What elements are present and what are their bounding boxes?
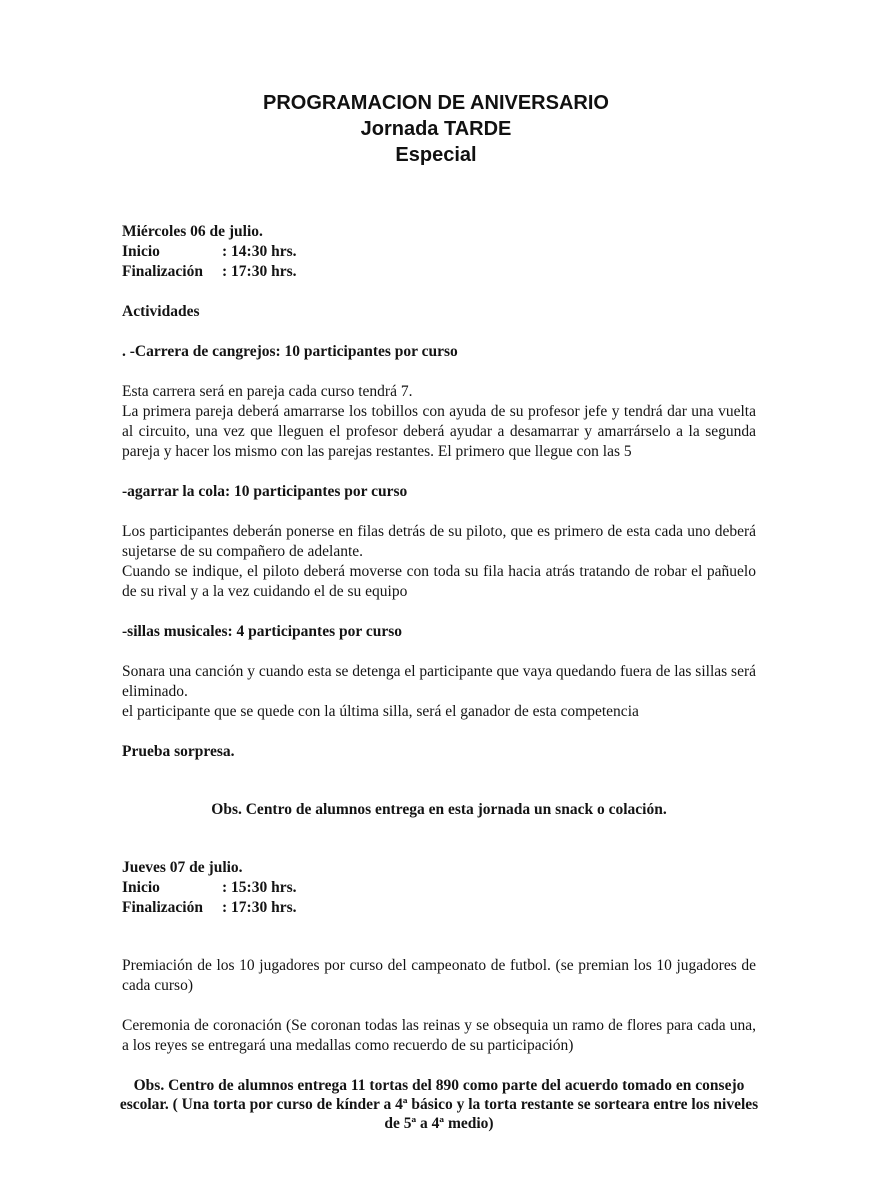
day2-date: Jueves 07 de julio.	[122, 859, 243, 876]
activity3-heading: -sillas musicales: 4 participantes por curso	[122, 623, 402, 640]
activity1-heading: . -Carrera de cangrejos: 10 participantes por curso	[122, 343, 458, 360]
activity2-paragraph-2: Cuando se indique, el piloto deberá moverse con toda su fila hacia atrás tratando de robar el pañuelo de su rival y a la vez cuidando el de su equipo	[122, 563, 756, 600]
day2-start-value: : 15:30 hrs.	[222, 879, 297, 896]
title-line-1: PROGRAMACION DE ANIVERSARIO	[263, 92, 609, 114]
activity3-paragraph-2: el participante que se quede con la última silla, será el ganador de esta competencia	[122, 703, 639, 720]
document-title-block	[0, 90, 872, 168]
activity1-paragraph-1: Esta carrera será en pareja cada curso tendrá 7.	[122, 383, 413, 400]
day2-end-label: Finalización	[122, 899, 203, 916]
day2-observation: Obs. Centro de alumnos entrega 11 tortas del 890 como parte del acuerdo tomado en consejo escolar. ( Una torta por curso de kínder a 4ª básico y la torta restante se sorteara entre los niveles de 5ª a 4ª medio)	[119, 1077, 759, 1132]
activities-heading: Actividades	[122, 303, 200, 320]
title-line-2: Jornada TARDE	[360, 118, 512, 140]
day2-paragraph-1: Premiación de los 10 jugadores por curso del campeonato de futbol. (se premian los 10 jugadores de cada curso)	[122, 957, 756, 994]
day1-end-value: : 17:30 hrs.	[222, 263, 297, 280]
day1-date: Miércoles 06 de julio.	[122, 223, 263, 240]
activity3-paragraph-1: Sonara una canción y cuando esta se detenga el participante que vaya quedando fuera de las sillas será eliminado.	[122, 663, 756, 700]
day2-start-label: Inicio	[122, 879, 160, 896]
day2-end-row	[122, 898, 756, 918]
activity2-paragraph-1: Los participantes deberán ponerse en filas detrás de su piloto, que es primero de esta cada uno deberá sujetarse de su compañero de adelante.	[122, 523, 756, 560]
day1-start-value: : 14:30 hrs.	[222, 243, 297, 260]
day1-end-row	[122, 262, 756, 282]
day2-end-value: : 17:30 hrs.	[222, 899, 297, 916]
day1-start-label: Inicio	[122, 243, 160, 260]
day2-paragraph-2: Ceremonia de coronación (Se coronan todas las reinas y se obsequia un ramo de flores para cada una, a los reyes se entregará una medallas como recuerdo de su participación)	[122, 1017, 756, 1054]
day1-end-label: Finalización	[122, 263, 203, 280]
document-body	[119, 222, 759, 1133]
activity2-heading: -agarrar la cola: 10 participantes por curso	[122, 483, 408, 500]
day1-observation: Obs. Centro de alumnos entrega en esta jornada un snack o colación.	[211, 801, 667, 818]
title-line-3: Especial	[395, 144, 477, 166]
activity1-paragraph-2: La primera pareja deberá amarrarse los tobillos con ayuda de su profesor jefe y tendrá dar una vuelta al circuito, una vez que lleguen el profesor deberá ayudar a desamarrar y amarrárselo a la segunda pareja y hacer los mismo con las parejas restantes. El primero que llegue con las 5	[122, 403, 756, 460]
day2-start-row	[122, 878, 756, 898]
day1-start-row	[122, 242, 756, 262]
surprise-test: Prueba sorpresa.	[122, 743, 235, 760]
